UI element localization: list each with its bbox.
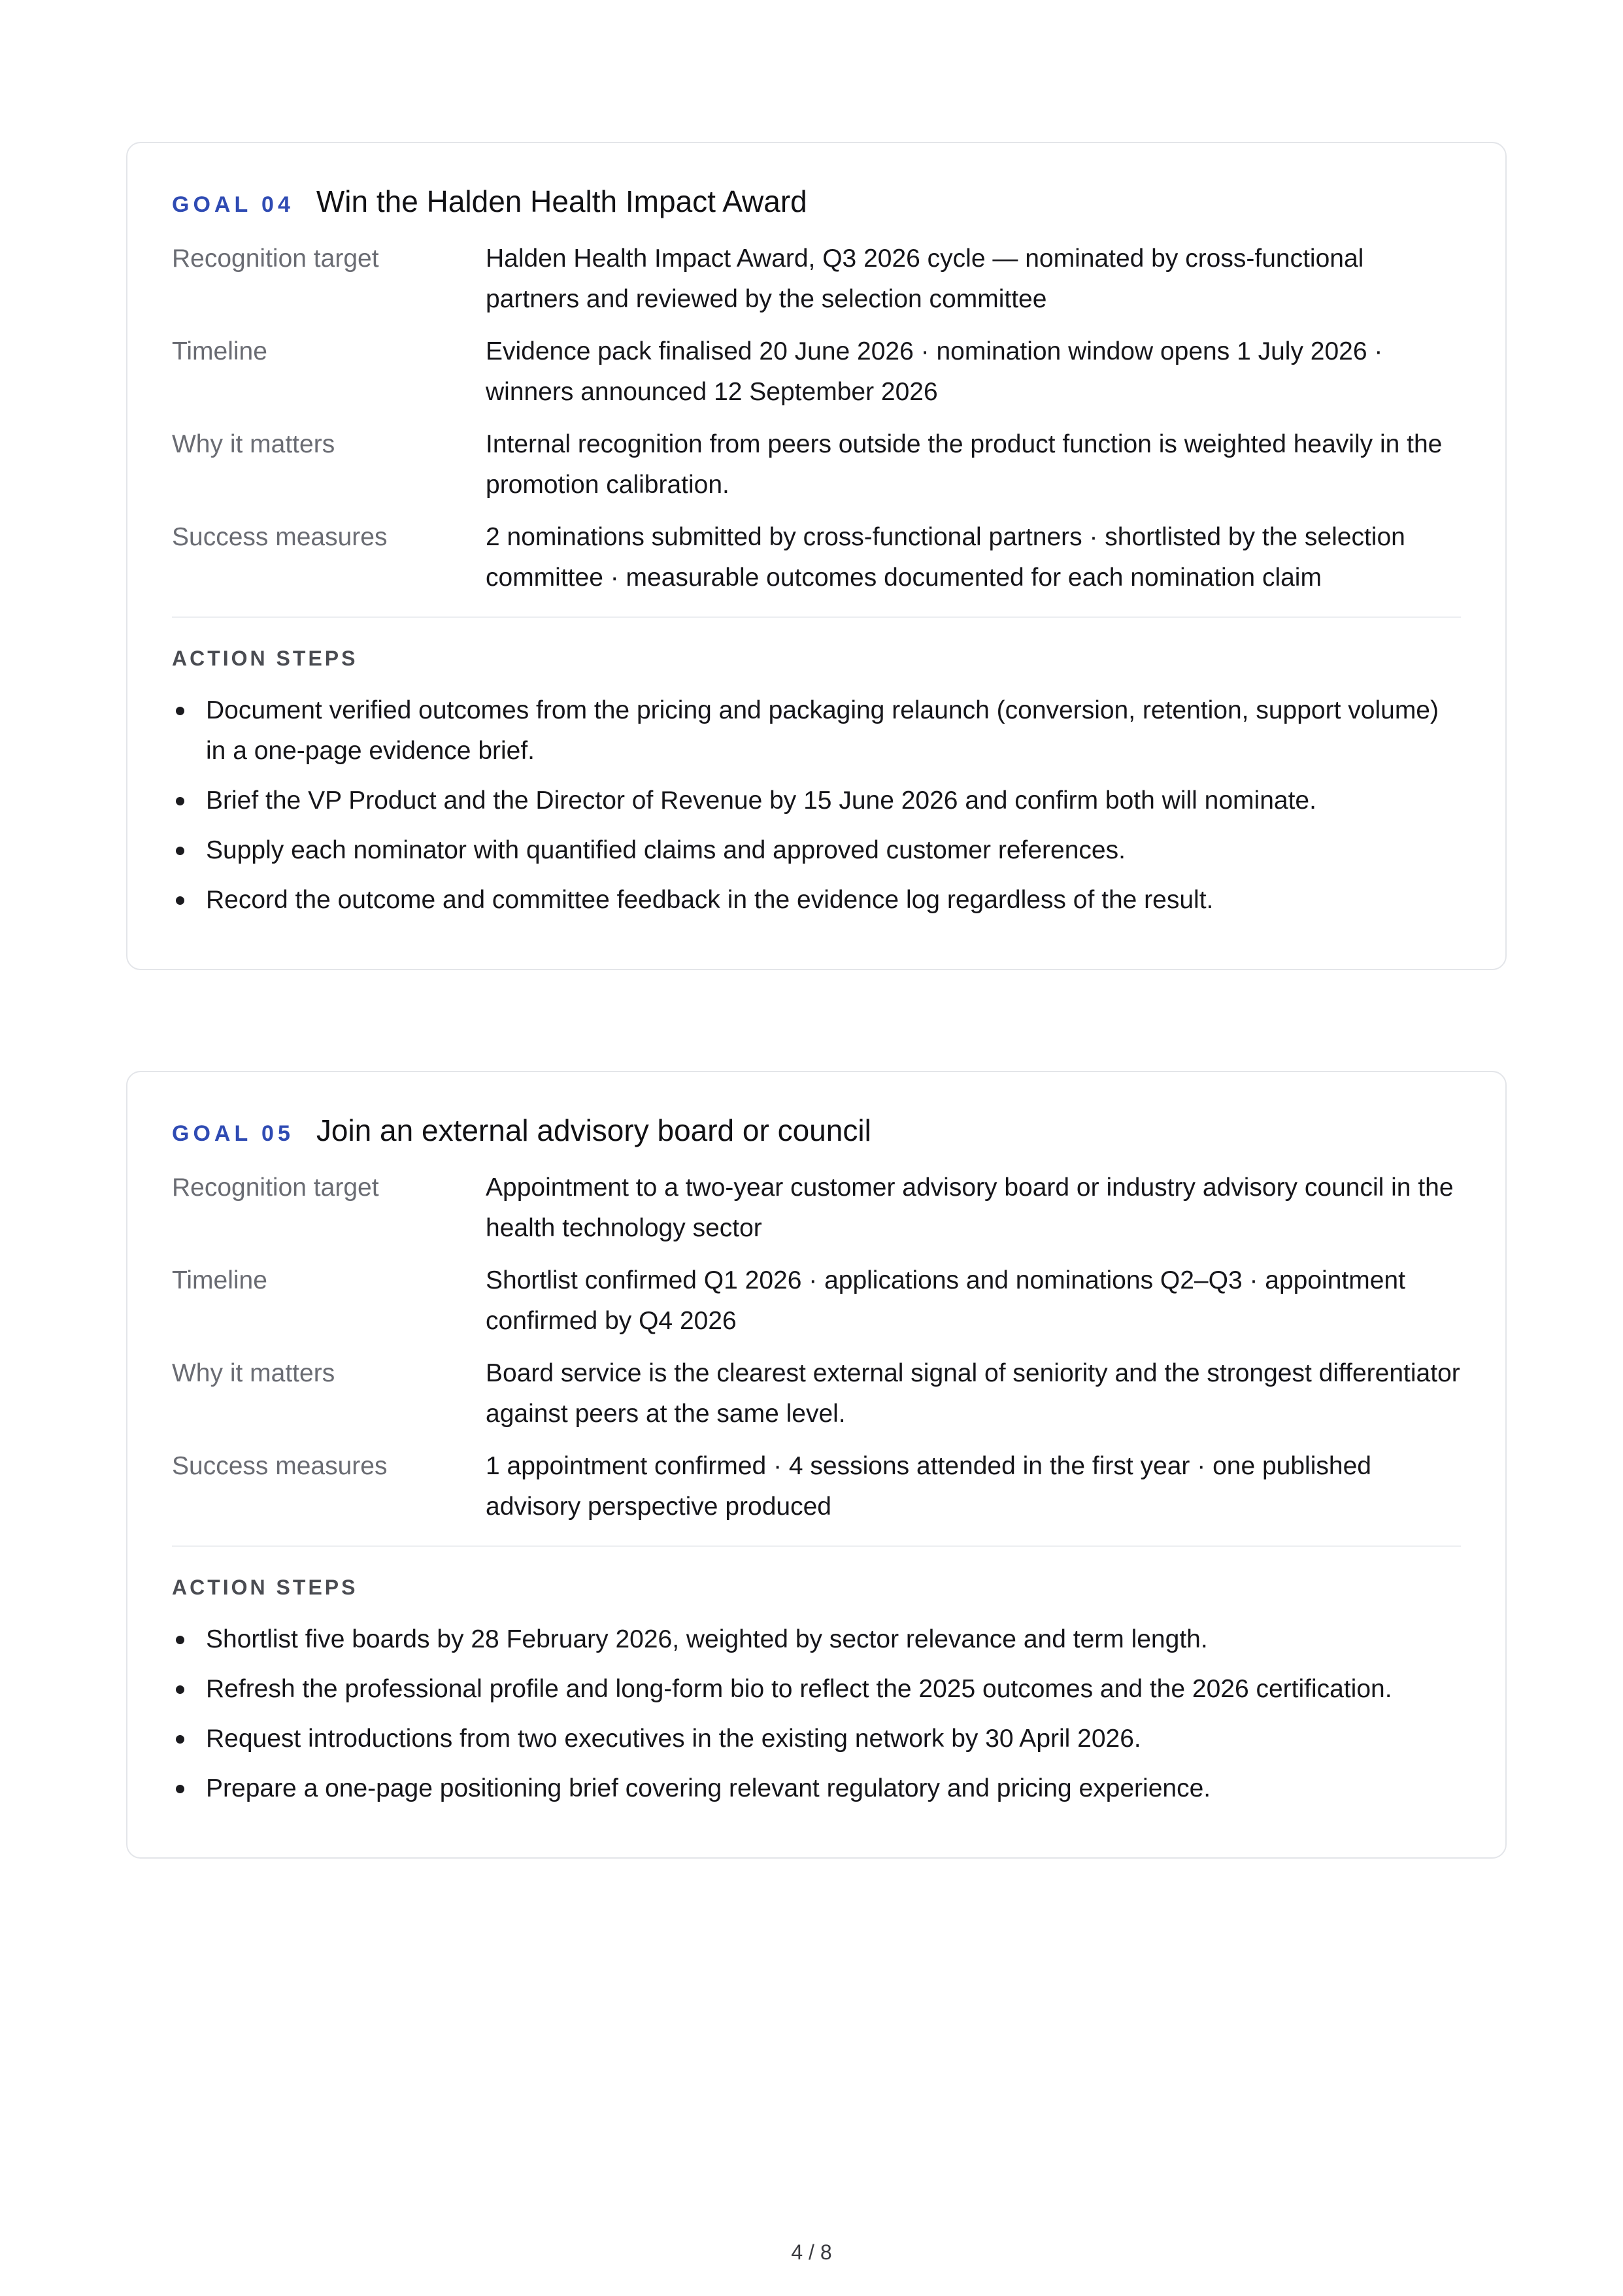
- field-label: Why it matters: [172, 1359, 335, 1387]
- action-step-text: Supply each nominator with quantified claims and approved customer references.: [206, 836, 1126, 864]
- section-divider: [172, 616, 1461, 618]
- field-value: Shortlist confirmed Q1 2026 · applications and nominations Q2–Q3 · appointment confirmed by Q4 2026: [486, 1266, 1405, 1335]
- field-value: Evidence pack finalised 20 June 2026 · nomination window opens 1 July 2026 · winners announced 12 September 2026: [486, 337, 1383, 406]
- goal-header: [172, 1113, 1461, 1148]
- action-step: [172, 830, 1461, 871]
- section-divider: [172, 1545, 1461, 1547]
- field-row-why-it-matters: [172, 1353, 1461, 1434]
- field-label: Recognition target: [172, 245, 379, 273]
- field-value: 1 appointment confirmed · 4 sessions attended in the first year · one published advisory perspective produced: [486, 1452, 1371, 1521]
- field-label: Recognition target: [172, 1173, 379, 1202]
- field-row-timeline: [172, 331, 1461, 413]
- page-number: 4 / 8: [791, 2240, 832, 2264]
- action-step-text: Prepare a one-page positioning brief covering relevant regulatory and pricing experience.: [206, 1774, 1211, 1802]
- action-steps-heading: ACTION STEPS: [172, 1576, 358, 1599]
- action-step-text: Shortlist five boards by 28 February 2026, weighted by sector relevance and term length.: [206, 1625, 1208, 1653]
- field-row-success-measures: [172, 1446, 1461, 1527]
- field-row-success-measures: [172, 517, 1461, 598]
- action-step: [172, 781, 1461, 821]
- bullet-icon: [176, 1636, 184, 1644]
- goal-card: [126, 1071, 1507, 1859]
- action-step: [172, 880, 1461, 920]
- action-step: [172, 1619, 1461, 1660]
- field-value: Board service is the clearest external signal of seniority and the strongest differentiator against peers at the same level.: [486, 1359, 1460, 1428]
- bullet-icon: [176, 1685, 184, 1694]
- action-step: [172, 690, 1461, 771]
- field-value: 2 nominations submitted by cross-functional partners · shortlisted by the selection committee · measurable outcomes documented for each nomination claim: [486, 523, 1405, 592]
- goal-header: [172, 184, 1461, 219]
- goal-title: Join an external advisory board or council: [316, 1113, 871, 1147]
- action-step-text: Brief the VP Product and the Director of Revenue by 15 June 2026 and confirm both will nominate.: [206, 786, 1316, 815]
- action-step-text: Request introductions from two executives in the existing network by 30 April 2026.: [206, 1725, 1141, 1753]
- action-step-text: Record the outcome and committee feedback in the evidence log regardless of the result.: [206, 886, 1214, 914]
- bullet-icon: [176, 797, 184, 805]
- field-row-recognition-target: [172, 1168, 1461, 1249]
- goal-number: GOAL 04: [172, 192, 294, 217]
- action-step-text: Document verified outcomes from the pricing and packaging relaunch (conversion, retention, support volume) in a one-page evidence brief.: [206, 696, 1439, 765]
- field-value: Halden Health Impact Award, Q3 2026 cycle — nominated by cross-functional partners and reviewed by the selection committee: [486, 245, 1364, 313]
- field-row-why-it-matters: [172, 424, 1461, 505]
- field-label: Why it matters: [172, 430, 335, 458]
- action-step: [172, 1719, 1461, 1759]
- bullet-icon: [176, 896, 184, 905]
- field-label: Success measures: [172, 1452, 388, 1480]
- action-step-text: Refresh the professional profile and long-form bio to reflect the 2025 outcomes and the 2026 certification.: [206, 1675, 1392, 1703]
- field-value: Appointment to a two-year customer advisory board or industry advisory council in the health technology sector: [486, 1173, 1454, 1242]
- field-label: Success measures: [172, 523, 388, 551]
- field-row-timeline: [172, 1260, 1461, 1342]
- bullet-icon: [176, 1735, 184, 1744]
- field-value: Internal recognition from peers outside the product function is weighted heavily in the promotion calibration.: [486, 430, 1443, 499]
- goal-card: [126, 142, 1507, 970]
- field-label: Timeline: [172, 1266, 267, 1294]
- action-steps-list: [172, 690, 1461, 920]
- bullet-icon: [176, 707, 184, 715]
- action-step: [172, 1768, 1461, 1809]
- bullet-icon: [176, 847, 184, 855]
- action-steps-heading: ACTION STEPS: [172, 647, 358, 670]
- field-row-recognition-target: [172, 239, 1461, 320]
- bullet-icon: [176, 1785, 184, 1793]
- action-steps-list: [172, 1619, 1461, 1809]
- goal-title: Win the Halden Health Impact Award: [316, 184, 807, 218]
- goal-number: GOAL 05: [172, 1121, 294, 1146]
- field-label: Timeline: [172, 337, 267, 365]
- action-step: [172, 1669, 1461, 1710]
